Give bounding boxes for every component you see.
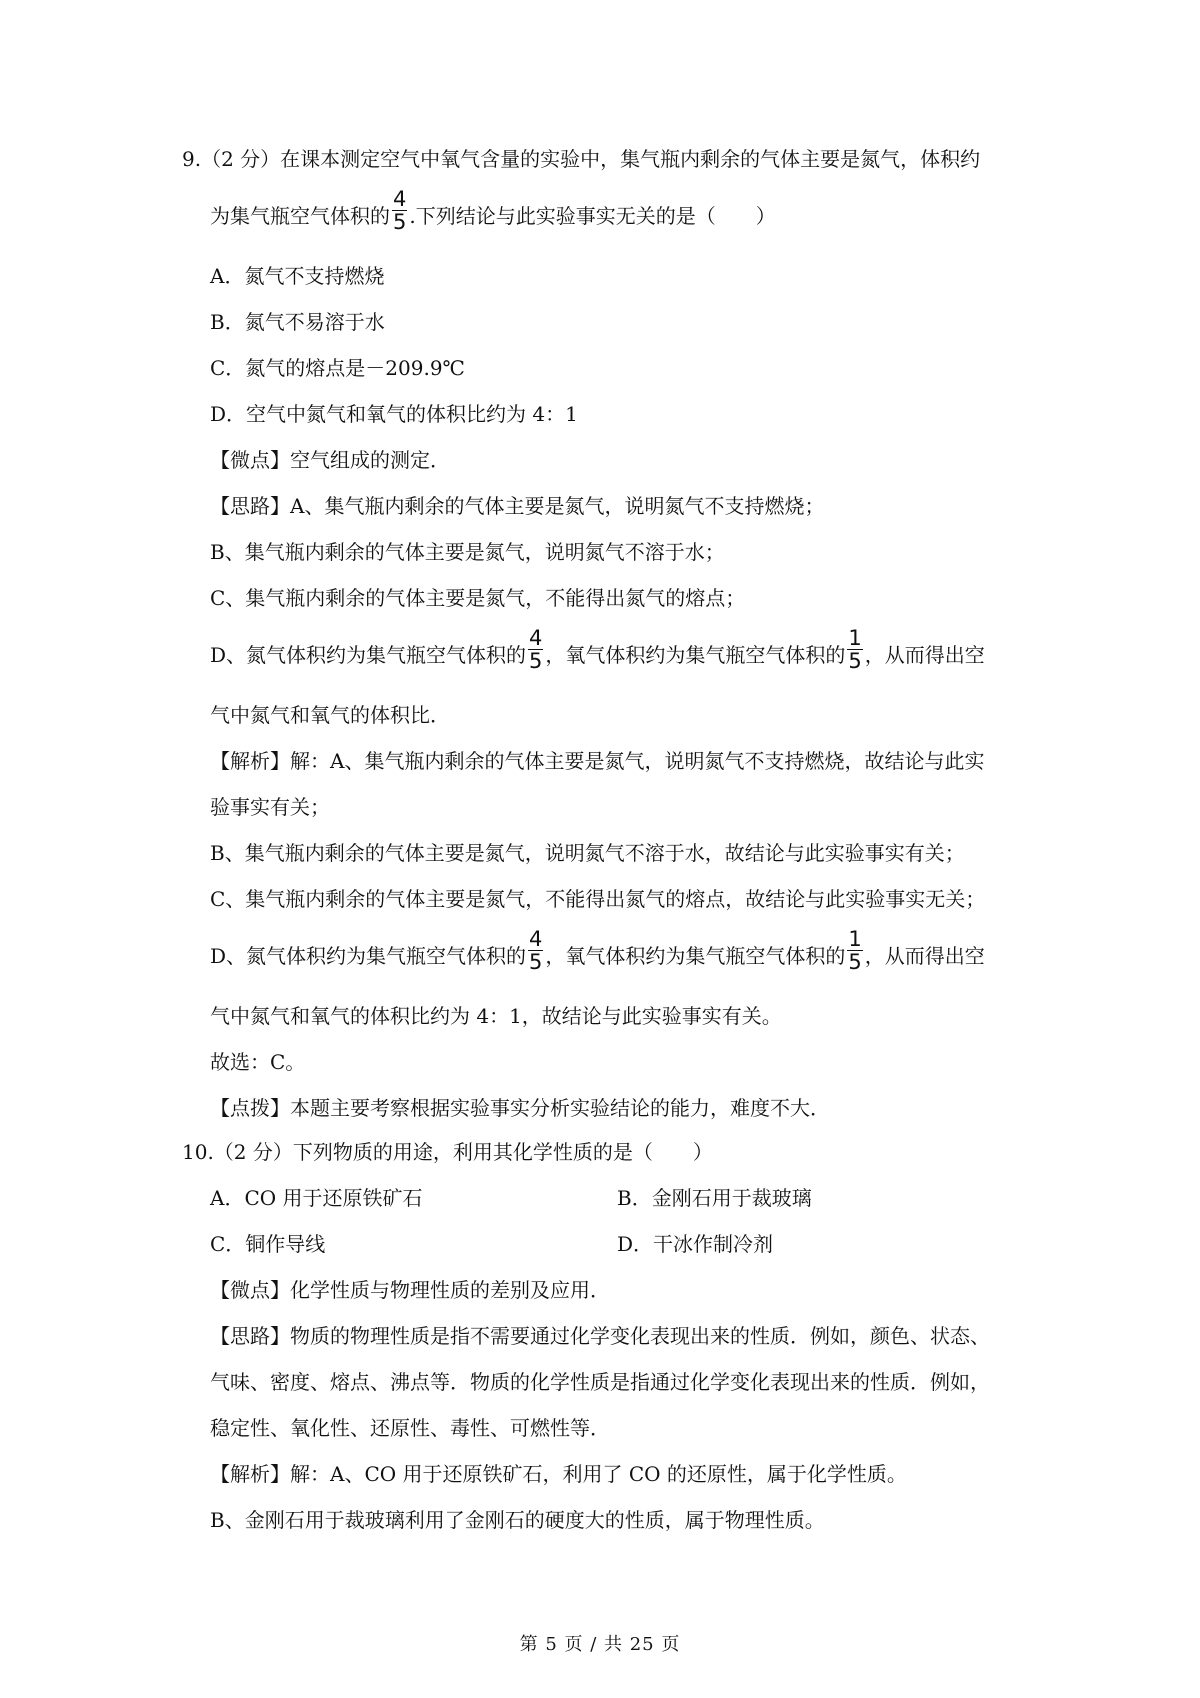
question-9-stem-line1: 9.（2 分）在课本测定空气中氧气含量的实验中，集气瓶内剩余的气体主要是氮气，体积约 xyxy=(182,147,981,171)
question-9-stem-tail: .下列结论与此实验事实无关的是（ ） xyxy=(409,204,776,228)
question-9-jiexi-line: 验事实有关； xyxy=(210,795,330,819)
question-10-stem: 10.（2 分）下列物质的用途，利用其化学性质的是（ ） xyxy=(182,1140,713,1164)
fraction-numerator: 1 xyxy=(848,927,862,951)
fraction-denominator: 5 xyxy=(529,950,543,974)
jiexi-d-text: ，氧气体积约为集气瓶空气体积的 xyxy=(545,944,846,968)
question-9-option-d: D．空气中氮气和氧气的体积比约为 4：1 xyxy=(210,402,578,426)
question-9-silu-line: C、集气瓶内剩余的气体主要是氮气，不能得出氮气的熔点； xyxy=(210,586,746,610)
question-10-options-row-1 xyxy=(182,1185,1024,1211)
fraction-four-fifths xyxy=(392,188,407,233)
question-9-silu-line: B、集气瓶内剩余的气体主要是氮气，说明氮气不溶于水； xyxy=(210,540,725,564)
question-10-option-a: A．CO 用于还原铁矿石 xyxy=(210,1186,423,1210)
fraction-denominator: 5 xyxy=(393,210,407,234)
jiexi-d-text: ，从而得出空 xyxy=(864,944,985,968)
question-9-jiexi-line: 【解析】解：A、集气瓶内剩余的气体主要是氮气，说明氮气不支持燃烧，故结论与此实 xyxy=(210,749,985,773)
question-10-option-d: D．干冰作制冷剂 xyxy=(617,1232,774,1256)
fraction-numerator: 4 xyxy=(529,626,543,650)
question-9-option-c: C．氮气的熔点是－209.9℃ xyxy=(210,356,465,380)
question-10-silu-line: 稳定性、氧化性、还原性、毒性、可燃性等． xyxy=(210,1416,610,1440)
question-9-answer: 故选：C。 xyxy=(210,1050,306,1074)
page-content xyxy=(182,146,1024,1533)
silu-d-text: ，从而得出空 xyxy=(864,643,985,667)
fraction-denominator: 5 xyxy=(848,649,862,673)
question-9-dianbo: 【点拨】本题主要考察根据实验事实分析实验结论的能力，难度不大． xyxy=(210,1096,830,1120)
question-10-option-b: B．金刚石用于裁玻璃 xyxy=(617,1186,812,1210)
question-9-stem-text: 为集气瓶空气体积的 xyxy=(210,204,390,228)
silu-d-text: ，氧气体积约为集气瓶空气体积的 xyxy=(545,643,846,667)
question-9-jiexi-d-line2: 气中氮气和氧气的体积比约为 4：1，故结论与此实验事实有关。 xyxy=(210,1004,782,1028)
question-10-jiexi-line: 【解析】解：A、CO 用于还原铁矿石，利用了 CO 的还原性，属于化学性质。 xyxy=(210,1462,907,1486)
jiexi-d-text: D、氮气体积约为集气瓶空气体积的 xyxy=(210,944,527,968)
question-9-jiexi-line: C、集气瓶内剩余的气体主要是氮气，不能得出氮气的熔点，故结论与此实验事实无关； xyxy=(210,887,986,911)
fraction-one-fifth xyxy=(847,627,862,672)
question-9-silu-d-line2: 气中氮气和氧气的体积比． xyxy=(210,703,450,727)
question-10-jiexi-line: B、金刚石用于裁玻璃利用了金刚石的硬度大的性质，属于物理性质。 xyxy=(210,1508,825,1532)
fraction-denominator: 5 xyxy=(848,950,862,974)
question-10-option-c: C．铜作导线 xyxy=(210,1232,326,1256)
question-9-stem-line2 xyxy=(182,187,1024,234)
page-footer: 第 5 页 / 共 25 页 xyxy=(519,1634,681,1655)
question-9-silu-line: 【思路】A、集气瓶内剩余的气体主要是氮气，说明氮气不支持燃烧； xyxy=(210,494,825,518)
fraction-one-fifth xyxy=(847,928,862,973)
question-10-options-row-2 xyxy=(182,1231,1024,1257)
fraction-four-fifths xyxy=(528,627,543,672)
fraction-numerator: 4 xyxy=(393,187,407,211)
fraction-denominator: 5 xyxy=(529,649,543,673)
fraction-four-fifths xyxy=(528,928,543,973)
silu-d-text: D、氮气体积约为集气瓶空气体积的 xyxy=(210,643,527,667)
question-9-jiexi-line: B、集气瓶内剩余的气体主要是氮气，说明氮气不溶于水，故结论与此实验事实有关； xyxy=(210,841,965,865)
question-10-weidian: 【微点】化学性质与物理性质的差别及应用． xyxy=(210,1278,610,1302)
question-9-option-a: A．氮气不支持燃烧 xyxy=(210,264,385,288)
question-9-silu-d xyxy=(182,626,1024,673)
fraction-numerator: 1 xyxy=(848,626,862,650)
question-10-silu-line: 【思路】物质的物理性质是指不需要通过化学变化表现出来的性质．例如，颜色、状态、 xyxy=(210,1324,990,1348)
question-9-weidian: 【微点】空气组成的测定． xyxy=(210,448,450,472)
question-10-silu-line: 气味、密度、熔点、沸点等．物质的化学性质是指通过化学变化表现出来的性质．例如， xyxy=(210,1370,990,1394)
question-9-jiexi-d xyxy=(182,927,1024,974)
question-9-option-b: B．氮气不易溶于水 xyxy=(210,310,385,334)
fraction-numerator: 4 xyxy=(529,927,543,951)
